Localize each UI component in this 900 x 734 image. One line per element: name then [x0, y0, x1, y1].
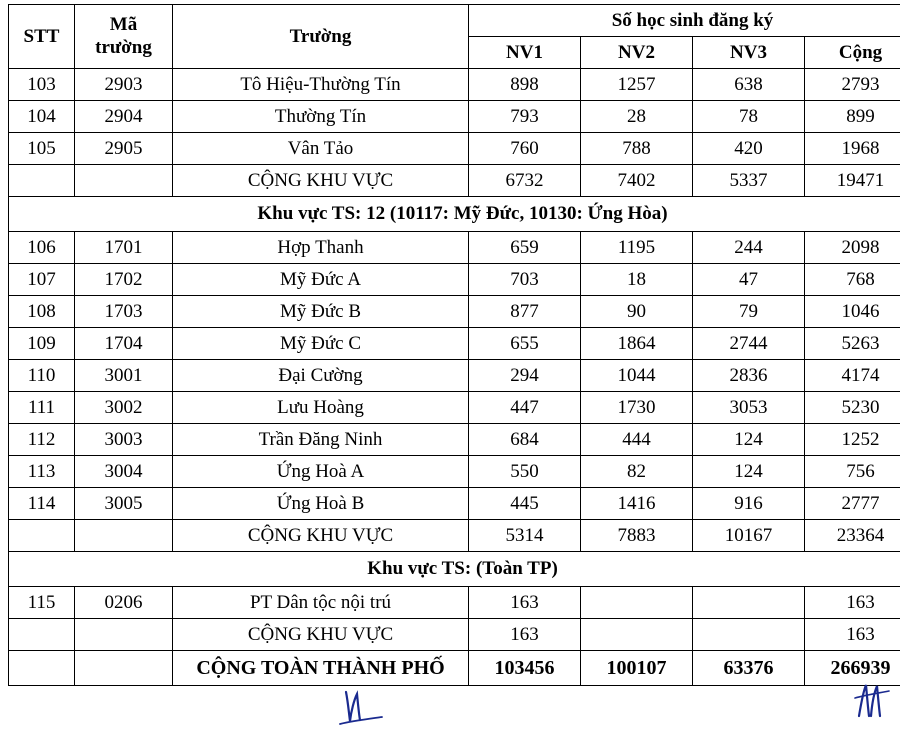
cell-cong: 899 [805, 101, 900, 133]
cell-ma-truong: 0206 [75, 587, 173, 619]
cell-nv1: 163 [469, 619, 581, 651]
cell-truong: Ứng Hoà B [173, 488, 469, 520]
cell-nv2: 18 [581, 264, 693, 296]
cell-stt: 104 [9, 101, 75, 133]
signature-mark-left [338, 688, 386, 728]
table-row-grand-total [9, 651, 900, 686]
cell-nv1: 445 [469, 488, 581, 520]
table-header [9, 5, 900, 69]
cell-ma-truong [75, 520, 173, 552]
column-header-ma-line1: Mã [75, 14, 172, 37]
cell-nv2: 1864 [581, 328, 693, 360]
cell-nv1: 5314 [469, 520, 581, 552]
cell-nv2: 100107 [581, 651, 693, 686]
cell-truong: Mỹ Đức C [173, 328, 469, 360]
cell-nv3: 10167 [693, 520, 805, 552]
cell-ma-truong: 3003 [75, 424, 173, 456]
cell-truong: Vân Tảo [173, 133, 469, 165]
cell-stt: 114 [9, 488, 75, 520]
table-row [9, 232, 900, 264]
table-row [9, 587, 900, 619]
region-header-label: Khu vực TS: (Toàn TP) [9, 552, 900, 587]
cell-ma-truong: 3002 [75, 392, 173, 424]
table-row [9, 69, 900, 101]
cell-stt: 108 [9, 296, 75, 328]
cell-cong: 19471 [805, 165, 900, 197]
cell-nv3: 3053 [693, 392, 805, 424]
cell-nv3 [693, 587, 805, 619]
cell-stt: 106 [9, 232, 75, 264]
cell-truong: CỘNG KHU VỰC [173, 165, 469, 197]
cell-nv2: 1195 [581, 232, 693, 264]
cell-nv3: 2744 [693, 328, 805, 360]
cell-nv2: 82 [581, 456, 693, 488]
cell-stt [9, 619, 75, 651]
cell-truong: Mỹ Đức A [173, 264, 469, 296]
cell-nv3: 79 [693, 296, 805, 328]
cell-truong: Lưu Hoàng [173, 392, 469, 424]
table-row-subtotal [9, 520, 900, 552]
cell-stt: 113 [9, 456, 75, 488]
cell-nv1: 6732 [469, 165, 581, 197]
signature-area [8, 686, 892, 734]
cell-cong: 5263 [805, 328, 900, 360]
cell-nv1: 684 [469, 424, 581, 456]
cell-stt: 112 [9, 424, 75, 456]
cell-nv3: 916 [693, 488, 805, 520]
cell-cong: 768 [805, 264, 900, 296]
cell-truong: Ứng Hoà A [173, 456, 469, 488]
column-header-nv1: NV1 [469, 37, 581, 69]
cell-nv2 [581, 587, 693, 619]
cell-stt: 107 [9, 264, 75, 296]
table-row [9, 328, 900, 360]
cell-nv3: 124 [693, 456, 805, 488]
cell-stt: 109 [9, 328, 75, 360]
table-row-subtotal [9, 619, 900, 651]
signature-mark-right [853, 682, 893, 724]
table-row [9, 296, 900, 328]
column-header-ma-line2: trường [75, 37, 172, 60]
cell-cong: 2098 [805, 232, 900, 264]
region-header-row [9, 197, 900, 232]
cell-ma-truong: 1702 [75, 264, 173, 296]
cell-nv3: 47 [693, 264, 805, 296]
region-header-row [9, 552, 900, 587]
cell-nv1: 703 [469, 264, 581, 296]
cell-nv3: 5337 [693, 165, 805, 197]
cell-ma-truong: 2905 [75, 133, 173, 165]
column-header-cong: Cộng [805, 37, 900, 69]
cell-nv3: 2836 [693, 360, 805, 392]
cell-stt [9, 651, 75, 686]
cell-nv2: 1257 [581, 69, 693, 101]
table-row [9, 488, 900, 520]
cell-nv2: 7402 [581, 165, 693, 197]
table-header-row-1 [9, 5, 900, 37]
cell-nv2: 28 [581, 101, 693, 133]
cell-nv3: 244 [693, 232, 805, 264]
cell-ma-truong: 1703 [75, 296, 173, 328]
cell-truong: Hợp Thanh [173, 232, 469, 264]
cell-stt [9, 165, 75, 197]
table-row [9, 360, 900, 392]
table-row [9, 424, 900, 456]
cell-nv2: 1416 [581, 488, 693, 520]
cell-nv3 [693, 619, 805, 651]
cell-truong: CỘNG KHU VỰC [173, 619, 469, 651]
cell-cong: 4174 [805, 360, 900, 392]
column-header-nv2: NV2 [581, 37, 693, 69]
cell-truong: CỘNG KHU VỰC [173, 520, 469, 552]
cell-nv1: 659 [469, 232, 581, 264]
cell-ma-truong: 3001 [75, 360, 173, 392]
cell-nv1: 793 [469, 101, 581, 133]
cell-truong: PT Dân tộc nội trú [173, 587, 469, 619]
cell-truong: Thường Tín [173, 101, 469, 133]
cell-cong: 1046 [805, 296, 900, 328]
cell-ma-truong [75, 165, 173, 197]
cell-stt: 105 [9, 133, 75, 165]
cell-nv1: 655 [469, 328, 581, 360]
cell-cong: 163 [805, 587, 900, 619]
cell-nv1: 447 [469, 392, 581, 424]
cell-truong: Đại Cường [173, 360, 469, 392]
region-header-label: Khu vực TS: 12 (10117: Mỹ Đức, 10130: Ứng Hòa) [9, 197, 900, 232]
column-header-truong: Trường [173, 5, 469, 69]
cell-ma-truong: 3004 [75, 456, 173, 488]
table-row [9, 264, 900, 296]
cell-cong: 1252 [805, 424, 900, 456]
table-row [9, 456, 900, 488]
cell-nv3: 124 [693, 424, 805, 456]
cell-truong: Tô Hiệu-Thường Tín [173, 69, 469, 101]
cell-nv1: 550 [469, 456, 581, 488]
cell-nv3: 420 [693, 133, 805, 165]
cell-stt [9, 520, 75, 552]
cell-nv2: 90 [581, 296, 693, 328]
cell-stt: 103 [9, 69, 75, 101]
registration-table [8, 4, 900, 686]
cell-nv2: 788 [581, 133, 693, 165]
table-body [9, 69, 900, 686]
column-header-ma-truong [75, 5, 173, 69]
cell-cong: 2793 [805, 69, 900, 101]
cell-cong: 266939 [805, 651, 900, 686]
cell-stt: 110 [9, 360, 75, 392]
cell-nv1: 103456 [469, 651, 581, 686]
cell-nv1: 294 [469, 360, 581, 392]
cell-ma-truong: 2903 [75, 69, 173, 101]
cell-nv1: 163 [469, 587, 581, 619]
cell-nv3: 63376 [693, 651, 805, 686]
table-row-subtotal [9, 165, 900, 197]
cell-nv2: 1730 [581, 392, 693, 424]
cell-ma-truong: 2904 [75, 101, 173, 133]
column-header-stt: STT [9, 5, 75, 69]
cell-nv2: 444 [581, 424, 693, 456]
cell-ma-truong [75, 619, 173, 651]
cell-truong: Mỹ Đức B [173, 296, 469, 328]
cell-nv2: 1044 [581, 360, 693, 392]
cell-truong: CỘNG TOÀN THÀNH PHỐ [173, 651, 469, 686]
cell-cong: 1968 [805, 133, 900, 165]
cell-nv1: 898 [469, 69, 581, 101]
cell-stt: 115 [9, 587, 75, 619]
table-row [9, 392, 900, 424]
table-row [9, 101, 900, 133]
cell-nv2 [581, 619, 693, 651]
cell-nv3: 78 [693, 101, 805, 133]
cell-truong: Trần Đăng Ninh [173, 424, 469, 456]
cell-cong: 756 [805, 456, 900, 488]
cell-ma-truong: 3005 [75, 488, 173, 520]
cell-nv2: 7883 [581, 520, 693, 552]
column-header-nv3: NV3 [693, 37, 805, 69]
cell-ma-truong [75, 651, 173, 686]
cell-stt: 111 [9, 392, 75, 424]
table-row [9, 133, 900, 165]
cell-cong: 5230 [805, 392, 900, 424]
cell-ma-truong: 1701 [75, 232, 173, 264]
column-header-group-registrations: Số học sinh đăng ký [469, 5, 900, 37]
cell-cong: 2777 [805, 488, 900, 520]
cell-ma-truong: 1704 [75, 328, 173, 360]
cell-nv1: 877 [469, 296, 581, 328]
cell-nv1: 760 [469, 133, 581, 165]
cell-nv3: 638 [693, 69, 805, 101]
cell-cong: 23364 [805, 520, 900, 552]
cell-cong: 163 [805, 619, 900, 651]
